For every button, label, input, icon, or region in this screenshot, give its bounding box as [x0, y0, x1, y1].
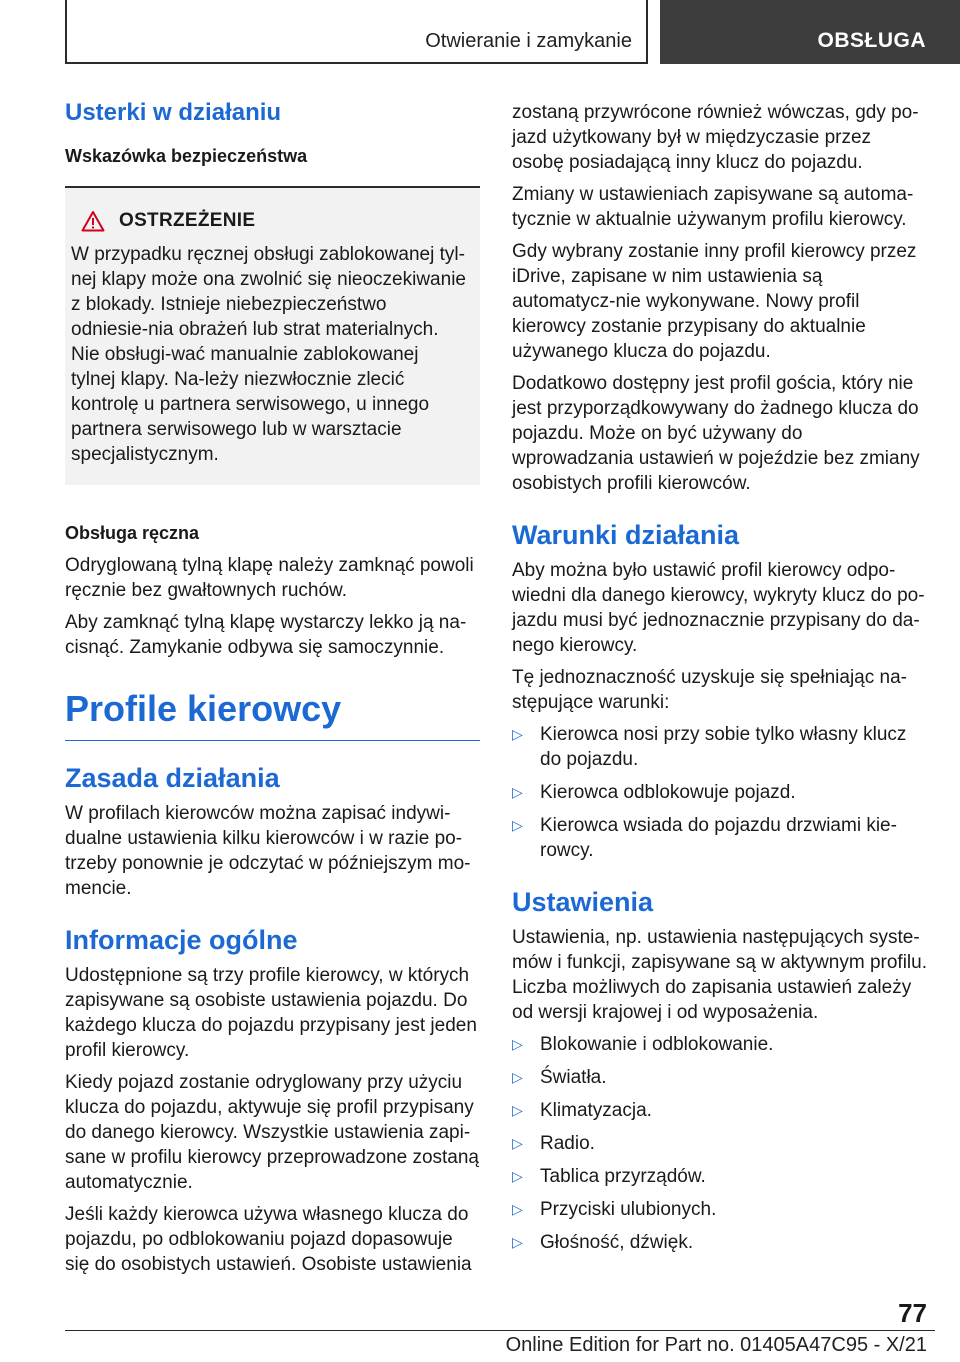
manual-paragraph-2: Aby zamknąć tylną klapę wystarczy lekko ją na-cisnąć. Zamykanie odbywa się samoczynnie.	[65, 612, 467, 658]
malfunction-heading: Usterki w działaniu	[65, 99, 282, 126]
list-item: ▷ Kierowca nosi przy sobie tylko własny klucz do pojazdu.	[512, 724, 907, 770]
warning-text: W przypadku ręcznej obsługi zablokowanej tyl-nej klapy może ona zwolnić się nieoczekiwanie z blokady. Istnieje niebezpieczeństwo odniesie-nia obrażeń lub strat materialnych. Nie obsługi-wać manualnie zablokowanej tylnej klapy. Na-leży niezwłocznie zlecić kontrolę u partnera serwisowego, u innego partnera serwisowego lub w warsztacie specjalistycznym.	[71, 244, 466, 465]
list-item: ▷ Tablica przyrządów.	[512, 1166, 706, 1187]
header-chapter-tab	[660, 0, 960, 64]
settings-heading: Ustawienia	[512, 887, 654, 917]
settings-paragraph: Ustawienia, np. ustawienia następujących syste-mów i funkcji, zapisywane są w aktywnym profilu. Liczba możliwych do zapisania ustawień zależy od wersji krajowej i od wyposażenia.	[512, 927, 927, 1023]
triangle-bullet-icon: ▷	[512, 1036, 523, 1052]
warning-title: OSTRZEŻENIE	[119, 210, 256, 231]
safety-note-heading: Wskazówka bezpieczeństwa	[65, 146, 308, 166]
right-column	[512, 100, 927, 1265]
triangle-bullet-icon: ▷	[512, 1069, 523, 1085]
list-item: ▷ Kierowca wsiada do pojazdu drzwiami kie-rowcy.	[512, 815, 897, 861]
footer-divider	[65, 1330, 935, 1331]
list-item: ▷ Światła.	[512, 1067, 607, 1088]
footer-edition: Online Edition for Part no. 01405A47C95 - X/21	[505, 1334, 927, 1356]
conditions-list	[512, 722, 927, 863]
triangle-bullet-icon: ▷	[512, 1168, 523, 1184]
left-column	[65, 98, 480, 1284]
principle-paragraph: W profilach kierowców można zapisać indywi-dualne ustawienia kilku kierowców i w razie po-trzeby ponownie je odczytać w późniejszym mo-mencie.	[65, 803, 471, 899]
triangle-bullet-icon: ▷	[512, 1234, 523, 1250]
settings-list	[512, 1032, 927, 1255]
list-item: ▷ Głośność, dźwięk.	[512, 1232, 694, 1253]
manual-paragraph-1: Odryglowaną tylną klapę należy zamknąć powoli ręcznie bez gwałtownych ruchów.	[65, 555, 474, 601]
triangle-bullet-icon: ▷	[512, 784, 523, 800]
list-item: ▷ Blokowanie i odblokowanie.	[512, 1034, 774, 1055]
triangle-bullet-icon: ▷	[512, 1201, 523, 1217]
right-paragraph-2: Zmiany w ustawieniach zapisywane są automa-tycznie w aktualnie używanym profilu kierowcy.	[512, 184, 914, 230]
conditions-paragraph-1: Aby można było ustawić profil kierowcy odpo-wiedni dla danego kierowcy, wykryty klucz do po-jazdu musi być jednoznacznie przypisany do da-nego kierowcy.	[512, 560, 925, 656]
driver-profiles-heading: Profile kierowcy	[65, 686, 480, 741]
triangle-bullet-icon: ▷	[512, 1102, 523, 1118]
warning-box	[65, 186, 480, 485]
triangle-bullet-icon: ▷	[512, 726, 523, 742]
list-item: ▷ Przyciski ulubionych.	[512, 1199, 717, 1220]
page-number: 77	[898, 1298, 927, 1328]
list-item: ▷ Radio.	[512, 1133, 595, 1154]
right-paragraph-4: Dodatkowo dostępny jest profil gościa, który nie jest przyporządkowywany do żadnego klucza do pojazdu. Może on być używany do wprowadzania ustawień w pojeździe bez zmiany osobistych profili kierowców.	[512, 373, 920, 494]
triangle-bullet-icon: ▷	[512, 817, 523, 833]
list-item: ▷ Klimatyzacja.	[512, 1100, 652, 1121]
header-section-box	[65, 0, 648, 64]
principle-heading: Zasada działania	[65, 763, 280, 793]
conditions-heading: Warunki działania	[512, 520, 740, 550]
conditions-paragraph-2: Tę jednoznaczność uzyskuje się spełniając na-stępujące warunki:	[512, 667, 907, 713]
general-paragraph-2: Kiedy pojazd zostanie odryglowany przy użyciu klucza do pojazdu, aktywuje się profil przypisany do danego kierowcy. Wszystkie ustawienia zapi-sane w profilu kierowcy przeprowadzone zostaną automatycznie.	[65, 1072, 479, 1193]
manual-operation-heading: Obsługa ręczna	[65, 523, 200, 543]
triangle-bullet-icon: ▷	[512, 1135, 523, 1151]
header-section-title: Otwieranie i zamykanie	[425, 30, 632, 52]
warning-triangle-icon	[81, 210, 105, 232]
general-paragraph-3: Jeśli każdy kierowca używa własnego klucza do pojazdu, po odblokowaniu pojazd dopasowuje się do osobistych ustawień. Osobiste ustawienia	[65, 1204, 472, 1275]
general-paragraph-1: Udostępnione są trzy profile kierowcy, w których zapisywane są osobiste ustawienia pojazdu. Do każdego klucza do pojazdu przypisany jest jeden profil kierowcy.	[65, 965, 477, 1061]
right-paragraph-1: zostaną przywrócone również wówczas, gdy po-jazd użytkowany był w międzyczasie przez osobę posiadającą inny klucz do pojazdu.	[512, 102, 919, 173]
general-info-heading: Informacje ogólne	[65, 925, 298, 955]
header-chapter-title: OBSŁUGA	[817, 29, 926, 52]
warning-header	[71, 210, 466, 232]
right-paragraph-3: Gdy wybrany zostanie inny profil kierowcy przez iDrive, zapisane w nim ustawienia są automatycz-nie wykonywane. Nowy profil kierowcy zostanie przypisany do aktualnie używanego klucza do pojazdu.	[512, 241, 917, 362]
list-item: ▷ Kierowca odblokowuje pojazd.	[512, 782, 796, 803]
